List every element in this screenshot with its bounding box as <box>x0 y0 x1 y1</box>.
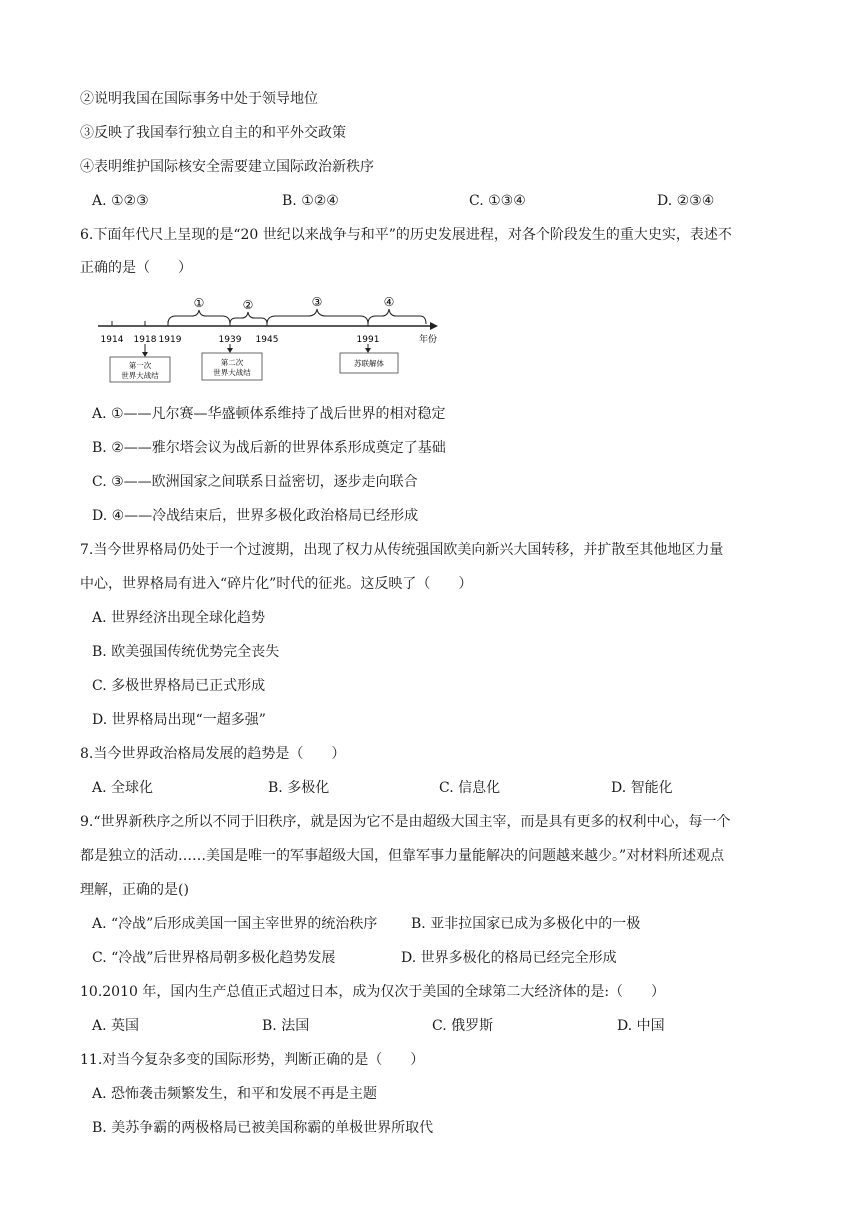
q6-option-b: B. ②——雅尔塔会议为战后新的世界体系形成奠定了基础 <box>92 440 446 456</box>
brace-period-3 <box>267 309 368 324</box>
event-ww1-line2: 世界大战结 <box>121 371 159 380</box>
q9-stem-line1: 9.“世界新秩序之所以不同于旧秩序，就是因为它不是由超级大国主宰，而是具有更多的权利中心，每一个 <box>80 814 731 830</box>
brace-period-4 <box>368 309 426 324</box>
q9-option-c: C. “冷战”后世界格局朝多极化趋势发展 <box>92 950 336 966</box>
q8-option-a: A. 全球化 <box>92 780 154 796</box>
q8-option-c: C. 信息化 <box>439 780 501 796</box>
q5-option-c: C. ①③④ <box>469 193 526 209</box>
timeline-axis-arrow <box>430 322 438 330</box>
q9-stem-line2: 都是独立的活动……美国是唯一的军事超级大国，但靠军事力量能解决的问题越来越少。”对材料所述观点 <box>80 848 725 864</box>
q6-stem-line2: 正确的是（ ） <box>80 260 192 276</box>
q11-option-b: B. 美苏争霸的两极格局已被美国称霸的单极世界所取代 <box>92 1120 434 1136</box>
q10-option-b: B. 法国 <box>262 1018 310 1034</box>
axis-label: 年份 <box>418 335 438 345</box>
q11-option-a: A. 恐怖袭击频繁发生，和平和发展不再是主题 <box>92 1086 378 1102</box>
q6-stem-line1: 6.下面年代尺上呈现的是“20 世纪以来战争与和平”的历史发展进程，对各个阶段发生的重大史实，表述不 <box>80 227 732 243</box>
period-label-3: ③ <box>311 295 323 309</box>
period-label-2: ② <box>242 298 254 312</box>
timeline-diagram <box>90 294 450 384</box>
q9-stem-line3: 理解，正确的是() <box>80 882 189 898</box>
year-label-1991: 1991 <box>356 335 380 345</box>
q11-stem: 11.对当今复杂多变的国际形势，判断正确的是（ ） <box>80 1052 425 1068</box>
period-label-1: ① <box>193 296 205 310</box>
period-label-4: ④ <box>383 295 395 309</box>
q8-stem: 8.当今世界政治格局发展的趋势是（ ） <box>80 746 346 762</box>
year-label-1945: 1945 <box>255 335 279 345</box>
event-ww2-line2: 世界大战结 <box>213 368 251 377</box>
year-label-1939: 1939 <box>218 335 242 345</box>
q7-option-a: A. 世界经济出现全球化趋势 <box>92 610 266 626</box>
q5-option-a: A. ①②③ <box>92 193 149 209</box>
q10-option-a: A. 英国 <box>92 1018 140 1034</box>
q8-option-d: D. 智能化 <box>611 780 673 796</box>
q9-option-d: D. 世界多极化的格局已经完全形成 <box>401 950 617 966</box>
event-ww2-line1: 第二次 <box>220 358 244 367</box>
q6-option-d: D. ④——冷战结束后，世界多极化政治格局已经形成 <box>92 508 419 524</box>
q5-item-4: ④表明维护国际核安全需要建立国际政治新秩序 <box>80 159 374 175</box>
q5-option-d: D. ②③④ <box>657 193 715 209</box>
q10-option-c: C. 俄罗斯 <box>432 1018 494 1034</box>
event-ww1-line1: 第一次 <box>128 361 152 370</box>
q7-option-d: D. 世界格局出现“一超多强” <box>92 712 266 728</box>
year-label-1918: 1918 <box>133 335 157 345</box>
year-label-1919: 1919 <box>158 335 182 345</box>
year-label-1914: 1914 <box>100 335 124 345</box>
q7-stem-line1: 7.当今世界格局仍处于一个过渡期，出现了权力从传统强国欧美向新兴大国转移，并扩散至其他地区力量 <box>80 542 724 558</box>
q8-option-b: B. 多极化 <box>268 780 330 796</box>
q7-option-b: B. 欧美强国传统优势完全丧失 <box>92 644 280 660</box>
q6-option-c: C. ③——欧洲国家之间联系日益密切，逐步走向联合 <box>92 474 418 490</box>
brace-period-2 <box>230 312 267 324</box>
q6-option-a: A. ①——凡尔赛—华盛顿体系维持了战后世界的相对稳定 <box>92 406 446 422</box>
q9-option-b: B. 亚非拉国家已成为多极化中的一极 <box>411 916 641 932</box>
event-ussr-line1: 苏联解体 <box>354 359 384 368</box>
brace-period-1 <box>168 310 230 324</box>
q5-item-3: ③反映了我国奉行独立自主的和平外交政策 <box>80 125 346 141</box>
q10-stem: 10.2010 年，国内生产总值正式超过日本，成为仅次于美国的全球第二大经济体的是:（ ） <box>80 984 666 1000</box>
q5-item-2: ②说明我国在国际事务中处于领导地位 <box>80 91 318 107</box>
q10-option-d: D. 中国 <box>617 1018 665 1034</box>
q7-stem-line2: 中心，世界格局有进入“碎片化”时代的征兆。这反映了（ ） <box>80 576 473 592</box>
q9-option-a: A. “冷战”后形成美国一国主宰世界的统治秩序 <box>92 916 378 932</box>
q5-option-b: B. ①②④ <box>282 193 339 209</box>
q7-option-c: C. 多极世界格局已正式形成 <box>92 678 266 694</box>
